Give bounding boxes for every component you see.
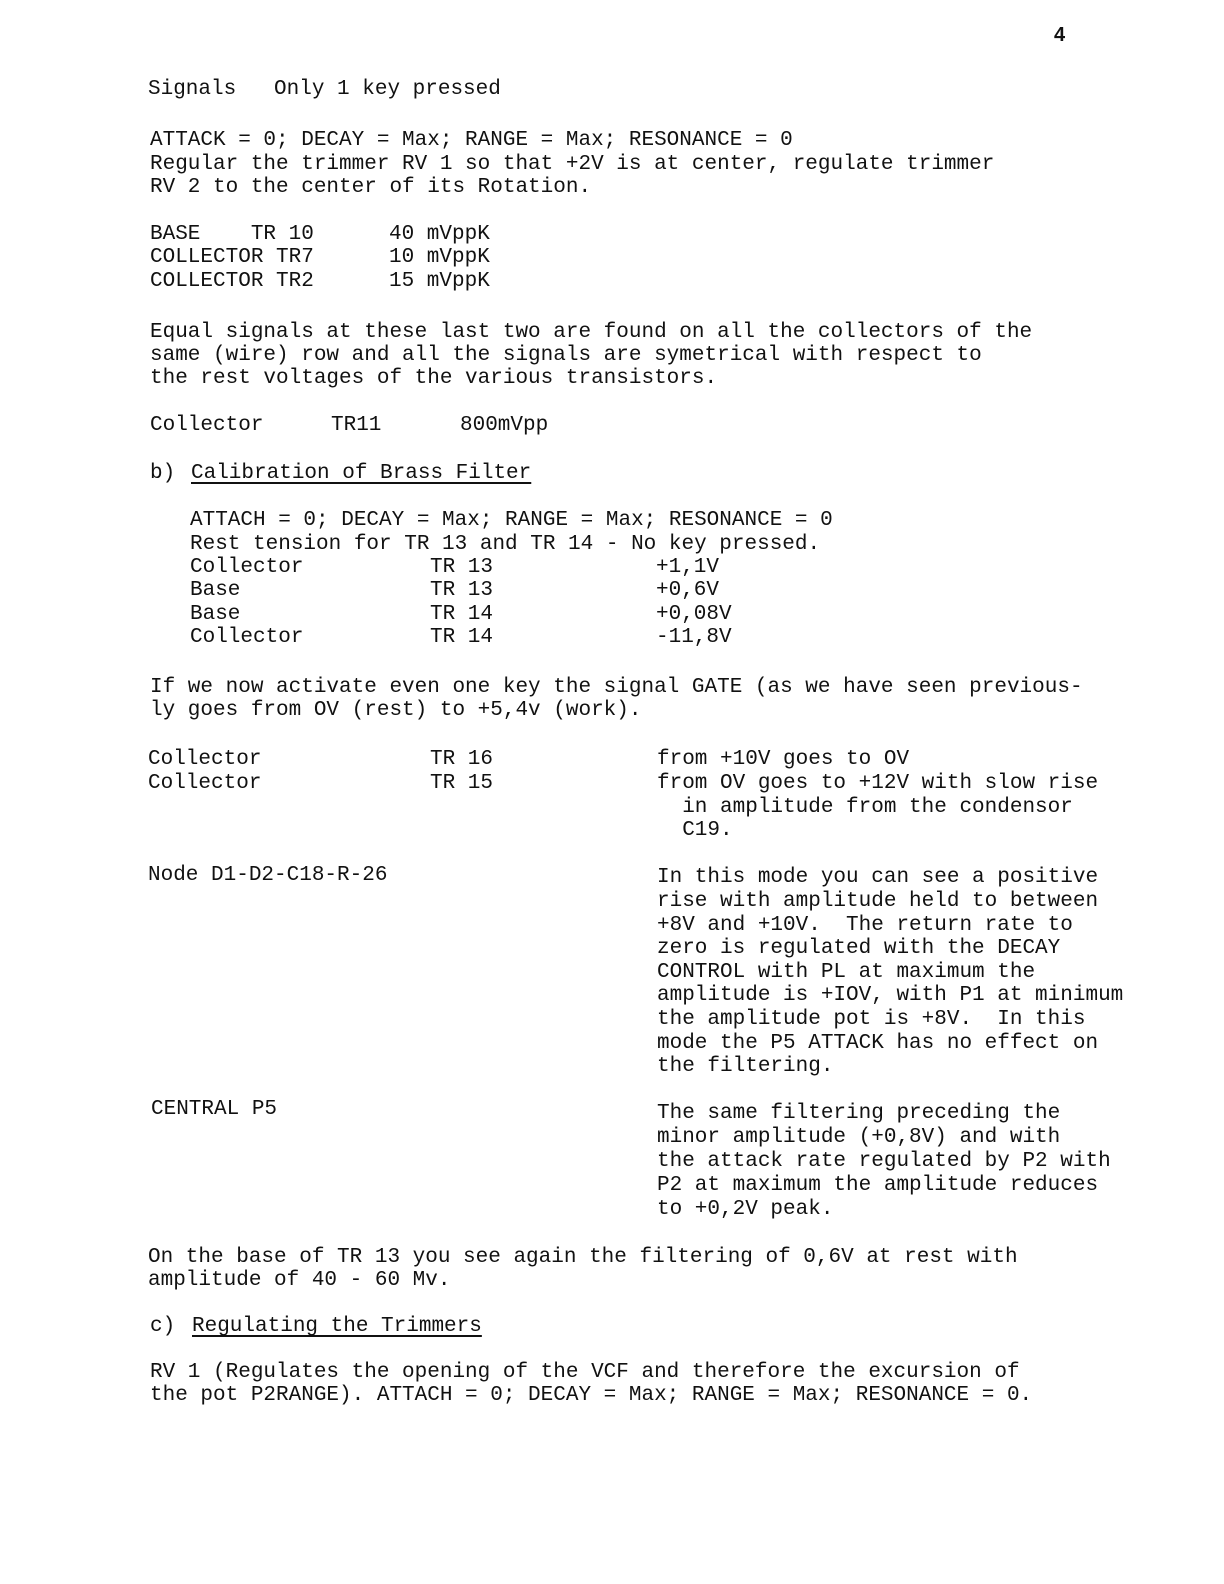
measurement-value: 10 mVppK	[389, 246, 490, 269]
gate-measurement-point: Collector	[148, 772, 262, 795]
section-b-title: Calibration of Brass Filter	[191, 462, 532, 485]
node-text: amplitude is +IOV, with P1 at minimum	[657, 984, 1124, 1007]
rest-tension-value: +0,08V	[656, 603, 732, 626]
central-label: CENTRAL P5	[151, 1098, 278, 1121]
measurement-value: 40 mVppK	[389, 223, 490, 246]
measurement-point: COLLECTOR TR7	[150, 246, 314, 269]
brass-settings-line: ATTACH = 0; DECAY = Max; RANGE = Max; RESONANCE = 0	[190, 509, 833, 532]
gate-measurement-text: from OV goes to +12V with slow rise	[657, 772, 1099, 795]
signals-heading: Signals Only 1 key pressed	[148, 78, 501, 101]
rest-tension-point: Base	[190, 603, 241, 626]
trimmer-instruction-line: Regular the trimmer RV 1 so that +2V is at center, regulate trimmer	[150, 153, 995, 176]
rest-tension-value: +1,1V	[656, 556, 720, 579]
paragraph-line: Equal signals at these last two are found on all the collectors of the	[150, 321, 1033, 344]
gate-measurement-transistor: TR 16	[430, 748, 494, 771]
rest-tension-line: Rest tension for TR 13 and TR 14 - No key pressed.	[190, 533, 821, 556]
settings-line: ATTACK = 0; DECAY = Max; RANGE = Max; RESONANCE = 0	[150, 129, 793, 152]
measurement-point: COLLECTOR TR2	[150, 270, 314, 293]
rest-tension-point: Collector	[190, 626, 304, 649]
node-label: Node D1-D2-C18-R-26	[148, 864, 388, 887]
central-text: minor amplitude (+0,8V) and with	[657, 1126, 1061, 1149]
node-text: mode the P5 ATTACK has no effect on	[657, 1032, 1099, 1055]
paragraph-line: the pot P2RANGE). ATTACH = 0; DECAY = Max; RANGE = Max; RESONANCE = 0.	[150, 1384, 1033, 1407]
collector-tr11-label: Collector	[150, 414, 264, 437]
paragraph-line: RV 1 (Regulates the opening of the VCF and therefore the excursion of	[150, 1361, 1020, 1384]
gate-measurement-text: in amplitude from the condensor	[657, 796, 1073, 819]
rest-tension-transistor: TR 13	[430, 579, 494, 602]
central-text: The same filtering preceding the	[657, 1102, 1061, 1125]
rest-tension-value: -11,8V	[656, 626, 732, 649]
node-text: the filtering.	[657, 1055, 834, 1078]
gate-measurement-text: C19.	[657, 819, 733, 842]
central-text: to +0,2V peak.	[657, 1198, 834, 1221]
gate-measurement-point: Collector	[148, 748, 262, 771]
rest-tension-point: Collector	[190, 556, 304, 579]
node-text: the amplitude pot is +8V. In this	[657, 1008, 1086, 1031]
section-c-prefix: c)	[150, 1315, 176, 1338]
gate-measurement-text: from +10V goes to OV	[657, 748, 910, 771]
collector-tr11-transistor: TR11	[331, 414, 382, 437]
paragraph-line: If we now activate even one key the signal GATE (as we have seen previous-	[150, 676, 1083, 699]
central-text: P2 at maximum the amplitude reduces	[657, 1174, 1099, 1197]
node-text: zero is regulated with the DECAY	[657, 937, 1061, 960]
paragraph-line: same (wire) row and all the signals are symetrical with respect to	[150, 344, 982, 367]
measurement-point: BASE TR 10	[150, 223, 314, 246]
section-c-title: Regulating the Trimmers	[192, 1315, 482, 1338]
section-b-prefix: b)	[150, 462, 176, 485]
node-text: CONTROL with PL at maximum the	[657, 961, 1036, 984]
collector-tr11-value: 800mVpp	[460, 414, 549, 437]
measurement-value: 15 mVppK	[389, 270, 490, 293]
rest-tension-transistor: TR 14	[430, 626, 494, 649]
rest-tension-point: Base	[190, 579, 241, 602]
central-text: the attack rate regulated by P2 with	[657, 1150, 1111, 1173]
rest-tension-transistor: TR 14	[430, 603, 494, 626]
node-text: In this mode you can see a positive	[657, 866, 1099, 889]
rest-tension-transistor: TR 13	[430, 556, 494, 579]
paragraph-line: the rest voltages of the various transistors.	[150, 367, 718, 390]
page-number: 4	[1054, 24, 1066, 46]
gate-measurement-transistor: TR 15	[430, 772, 494, 795]
rest-tension-value: +0,6V	[656, 579, 720, 602]
node-text: rise with amplitude held to between	[657, 890, 1099, 913]
trimmer-instruction-line: RV 2 to the center of its Rotation.	[150, 176, 592, 199]
node-text: +8V and +10V. The return rate to	[657, 914, 1073, 937]
paragraph-line: amplitude of 40 - 60 Mv.	[148, 1269, 451, 1292]
paragraph-line: On the base of TR 13 you see again the filtering of 0,6V at rest with	[148, 1246, 1018, 1269]
paragraph-line: ly goes from OV (rest) to +5,4v (work).	[150, 699, 642, 722]
